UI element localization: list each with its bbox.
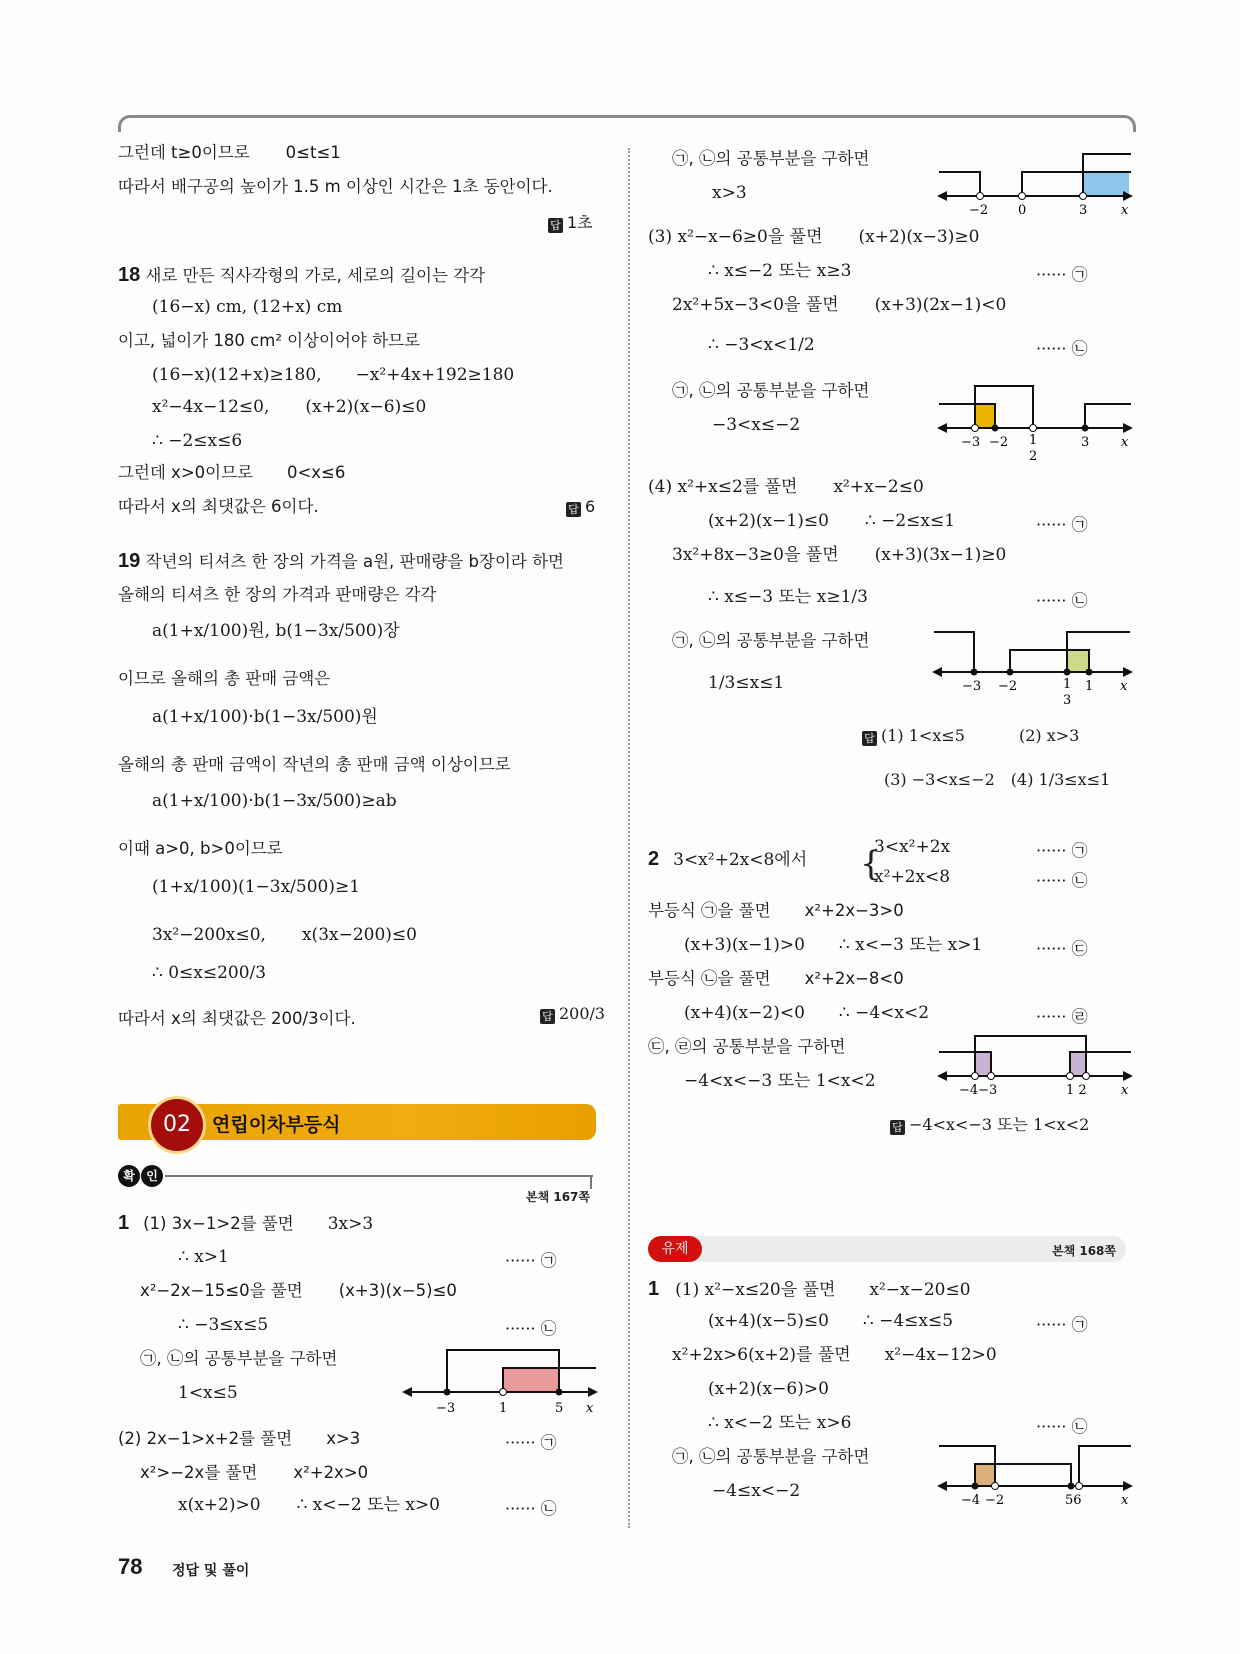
label-mark: ······ ㉠ <box>1036 515 1088 534</box>
answer-icon: 답 <box>566 502 581 517</box>
line: 이고, 넓이가 180 cm² 이상이어야 하므로 <box>118 331 420 350</box>
svg-text:0: 0 <box>1018 203 1027 218</box>
line: (16−x)(12+x)≥180, −x²+4x+192≥180 <box>152 365 515 385</box>
svg-text:1: 1 <box>1085 679 1094 694</box>
problem-2: 2 3<x²+2x<8에서 <box>648 848 808 870</box>
book-reference: 본책 168쪽 <box>1052 1244 1117 1258</box>
svg-text:x: x <box>1121 203 1129 218</box>
svg-text:x: x <box>1121 435 1129 450</box>
svg-text:−4−3: −4−3 <box>959 1083 998 1098</box>
line: x²>−2x를 풀면 x²+2x>0 <box>140 1463 369 1482</box>
number-line-chart <box>935 150 1135 220</box>
label-mark: ······ ㉠ <box>1036 1315 1088 1334</box>
label-mark: ······ ㉢ <box>1036 939 1088 958</box>
answer-2: 답 −4<x<−3 또는 1<x<2 <box>890 1112 1089 1135</box>
line: x>3 <box>712 183 747 203</box>
line: ∴ 0≤x≤200/3 <box>152 963 267 983</box>
practice-problem-1: 1 (1) x²−x≤20을 풀면 x²−x−20≤0 <box>648 1278 971 1300</box>
footer-title: 정답 및 풀이 <box>172 1563 250 1579</box>
answer-icon: 답 <box>548 218 563 233</box>
line: 이므로 올해의 총 판매 금액은 <box>118 669 331 688</box>
label-mark: ······ ㉡ <box>505 1499 557 1518</box>
line: ∴ −3<x<1/2 <box>708 335 815 355</box>
line: 3x²+8x−3≥0을 풀면 (x+3)(3x−1)≥0 <box>672 545 1007 565</box>
line: 부등식 ㉠을 풀면 x²+2x−3>0 <box>648 901 904 920</box>
svg-text:1: 1 <box>1029 433 1038 448</box>
line: ∴ x>1 <box>178 1247 229 1267</box>
svg-text:1: 1 <box>499 1401 508 1416</box>
problem-1: 1 (1) 3x−1>2를 풀면 3x>3 <box>118 1212 374 1234</box>
line: ㉠, ㉡의 공통부분을 구하면 <box>672 149 870 168</box>
svg-text:−2: −2 <box>989 435 1009 450</box>
line: (x+2)(x−1)≤0 ∴ −2≤x≤1 <box>708 511 956 531</box>
number-line-chart <box>935 1032 1135 1102</box>
label-mark: ······ ㉠ <box>505 1433 557 1452</box>
line: 1<x≤5 <box>178 1383 238 1403</box>
line: (4) x²+x≤2를 풀면 x²+x−2≤0 <box>648 477 924 497</box>
formula: a(1+x/100)원, b(1−3x/500)장 <box>152 621 400 641</box>
line: −4<x<−3 또는 1<x<2 <box>684 1071 876 1091</box>
line: 이때 a>0, b>0이므로 <box>118 839 283 858</box>
line: x(x+2)>0 ∴ x<−2 또는 x>0 <box>178 1495 440 1515</box>
formula: (1+x/100)(1−3x/500)≥1 <box>152 877 361 897</box>
line: (2) 2x−1>x+2를 풀면 x>3 <box>118 1429 361 1448</box>
line: ∴ x≤−2 또는 x≥3 <box>708 261 852 281</box>
line: 따라서 x의 최댓값은 6이다. <box>118 497 319 516</box>
line: x²−2x−15≤0을 풀면 (x+3)(x−5)≤0 <box>140 1281 457 1300</box>
answer-icon: 답 <box>540 1009 555 1024</box>
line: (16−x) cm, (12+x) cm <box>152 297 343 317</box>
svg-text:−2: −2 <box>969 203 989 218</box>
line: 따라서 배구공의 높이가 1.5 m 이상인 시간은 1초 동안이다. <box>118 177 553 196</box>
problem-18: 18 새로 만든 직사각형의 가로, 세로의 길이는 각각 <box>118 264 486 286</box>
line: 올해의 티셔츠 한 장의 가격과 판매량은 각각 <box>118 585 437 604</box>
label-mark: ······ ㉠ <box>1036 841 1088 860</box>
svg-text:3: 3 <box>1081 435 1090 450</box>
answer-icon: 답 <box>890 1120 905 1135</box>
svg-text:2: 2 <box>1029 449 1038 464</box>
line: −4≤x<−2 <box>712 1481 801 1501</box>
answer-1: 답 (1) 1<x≤5 (2) x>3 <box>862 726 1079 746</box>
svg-text:1 2: 1 2 <box>1066 1083 1087 1098</box>
section-number: 02 <box>148 1096 206 1154</box>
line: (3) x²−x−6≥0을 풀면 (x+2)(x−3)≥0 <box>648 227 980 247</box>
label-mark: ······ ㉡ <box>1036 1417 1088 1436</box>
line: ∴ x≤−3 또는 x≥1/3 <box>708 587 868 607</box>
column-divider <box>628 148 630 1528</box>
svg-text:x: x <box>1120 679 1128 694</box>
label-mark: ······ ㉡ <box>1036 871 1088 890</box>
svg-text:−2: −2 <box>998 679 1018 694</box>
problem-19: 19 작년의 티셔츠 한 장의 가격을 a원, 판매량을 b장이라 하면 <box>118 550 564 572</box>
check-badge: 확 인 <box>118 1165 164 1187</box>
line: 부등식 ㉡을 풀면 x²+2x−8<0 <box>648 969 904 988</box>
line: (x+3)(x−1)>0 ∴ x<−3 또는 x>1 <box>684 935 983 955</box>
svg-text:1: 1 <box>1063 677 1072 692</box>
divider <box>590 1175 592 1189</box>
svg-text:x: x <box>1121 1083 1129 1098</box>
system-eq-1: 3<x²+2x <box>874 837 951 857</box>
answer-17: 답 1초 <box>548 210 593 233</box>
label-mark: ······ ㉡ <box>1036 591 1088 610</box>
svg-text:−3: −3 <box>436 1401 456 1416</box>
label-mark: ······ ㉡ <box>1036 339 1088 358</box>
section-title: 연립이차부등식 <box>212 1114 341 1136</box>
line: −3<x≤−2 <box>712 415 801 435</box>
line: 올해의 총 판매 금액이 작년의 총 판매 금액 이상이므로 <box>118 755 511 774</box>
number-line-chart <box>935 382 1135 462</box>
svg-text:−4: −4 <box>961 1493 981 1508</box>
line: ㉠, ㉡의 공통부분을 구하면 <box>672 1447 870 1466</box>
answer-icon: 답 <box>862 731 877 746</box>
svg-text:x: x <box>586 1401 594 1416</box>
formula: a(1+x/100)·b(1−3x/500)원 <box>152 707 378 727</box>
svg-text:3: 3 <box>1063 693 1072 708</box>
svg-text:x: x <box>1121 1493 1129 1508</box>
line: (x+4)(x−5)≤0 ∴ −4≤x≤5 <box>708 1311 954 1331</box>
line: 3x²−200x≤0, x(3x−200)≤0 <box>152 925 417 945</box>
answer-18: 답 6 <box>566 497 595 517</box>
system-eq-2: x²+2x<8 <box>874 867 951 887</box>
line: ∴ −3≤x≤5 <box>178 1315 269 1335</box>
line: 1/3≤x≤1 <box>708 673 785 693</box>
line: ∴ x<−2 또는 x>6 <box>708 1413 852 1433</box>
svg-text:56: 56 <box>1065 1493 1082 1508</box>
line: 따라서 x의 최댓값은 200/3이다. <box>118 1009 356 1028</box>
answer-1-cont: (3) −3<x≤−2 (4) 1/3≤x≤1 <box>884 770 1111 789</box>
line: 그런데 t≥0이므로 0≤t≤1 <box>118 143 341 162</box>
label-mark: ······ ㉣ <box>1036 1007 1088 1026</box>
line: ㉢, ㉣의 공통부분을 구하면 <box>648 1037 846 1056</box>
divider <box>165 1175 593 1177</box>
number-line-chart <box>935 1440 1135 1510</box>
svg-text:−3: −3 <box>961 435 981 450</box>
formula: a(1+x/100)·b(1−3x/500)≥ab <box>152 791 397 811</box>
line: ㉠, ㉡의 공통부분을 구하면 <box>672 631 870 650</box>
page-top-rule <box>118 115 1136 132</box>
line: ㉠, ㉡의 공통부분을 구하면 <box>672 381 870 400</box>
book-reference: 본책 167쪽 <box>526 1190 591 1204</box>
line: 2x²+5x−3<0을 풀면 (x+3)(2x−1)<0 <box>672 295 1007 315</box>
svg-text:5: 5 <box>555 1401 564 1416</box>
line: x²−4x−12≤0, (x+2)(x−6)≤0 <box>152 397 427 417</box>
practice-badge: 유제 <box>648 1236 702 1262</box>
label-mark: ······ ㉠ <box>1036 265 1088 284</box>
svg-text:−2: −2 <box>985 1493 1005 1508</box>
line: x²+2x>6(x+2)를 풀면 x²−4x−12>0 <box>672 1345 997 1365</box>
svg-text:−3: −3 <box>962 679 982 694</box>
line: 그런데 x>0이므로 0<x≤6 <box>118 463 346 482</box>
page-number: 78 <box>118 1554 143 1579</box>
label-mark: ······ ㉡ <box>505 1319 557 1338</box>
svg-text:3: 3 <box>1079 203 1088 218</box>
line: ∴ −2≤x≤6 <box>152 431 243 451</box>
number-line-chart <box>930 626 1135 706</box>
line: (x+2)(x−6)>0 <box>708 1379 829 1399</box>
number-line-chart <box>400 1340 600 1420</box>
line: (x+4)(x−2)<0 ∴ −4<x<2 <box>684 1003 930 1023</box>
answer-19: 답 200/3 <box>540 1004 605 1024</box>
label-mark: ······ ㉠ <box>505 1251 557 1270</box>
brace: { <box>860 844 882 884</box>
line: ㉠, ㉡의 공통부분을 구하면 <box>140 1349 338 1368</box>
